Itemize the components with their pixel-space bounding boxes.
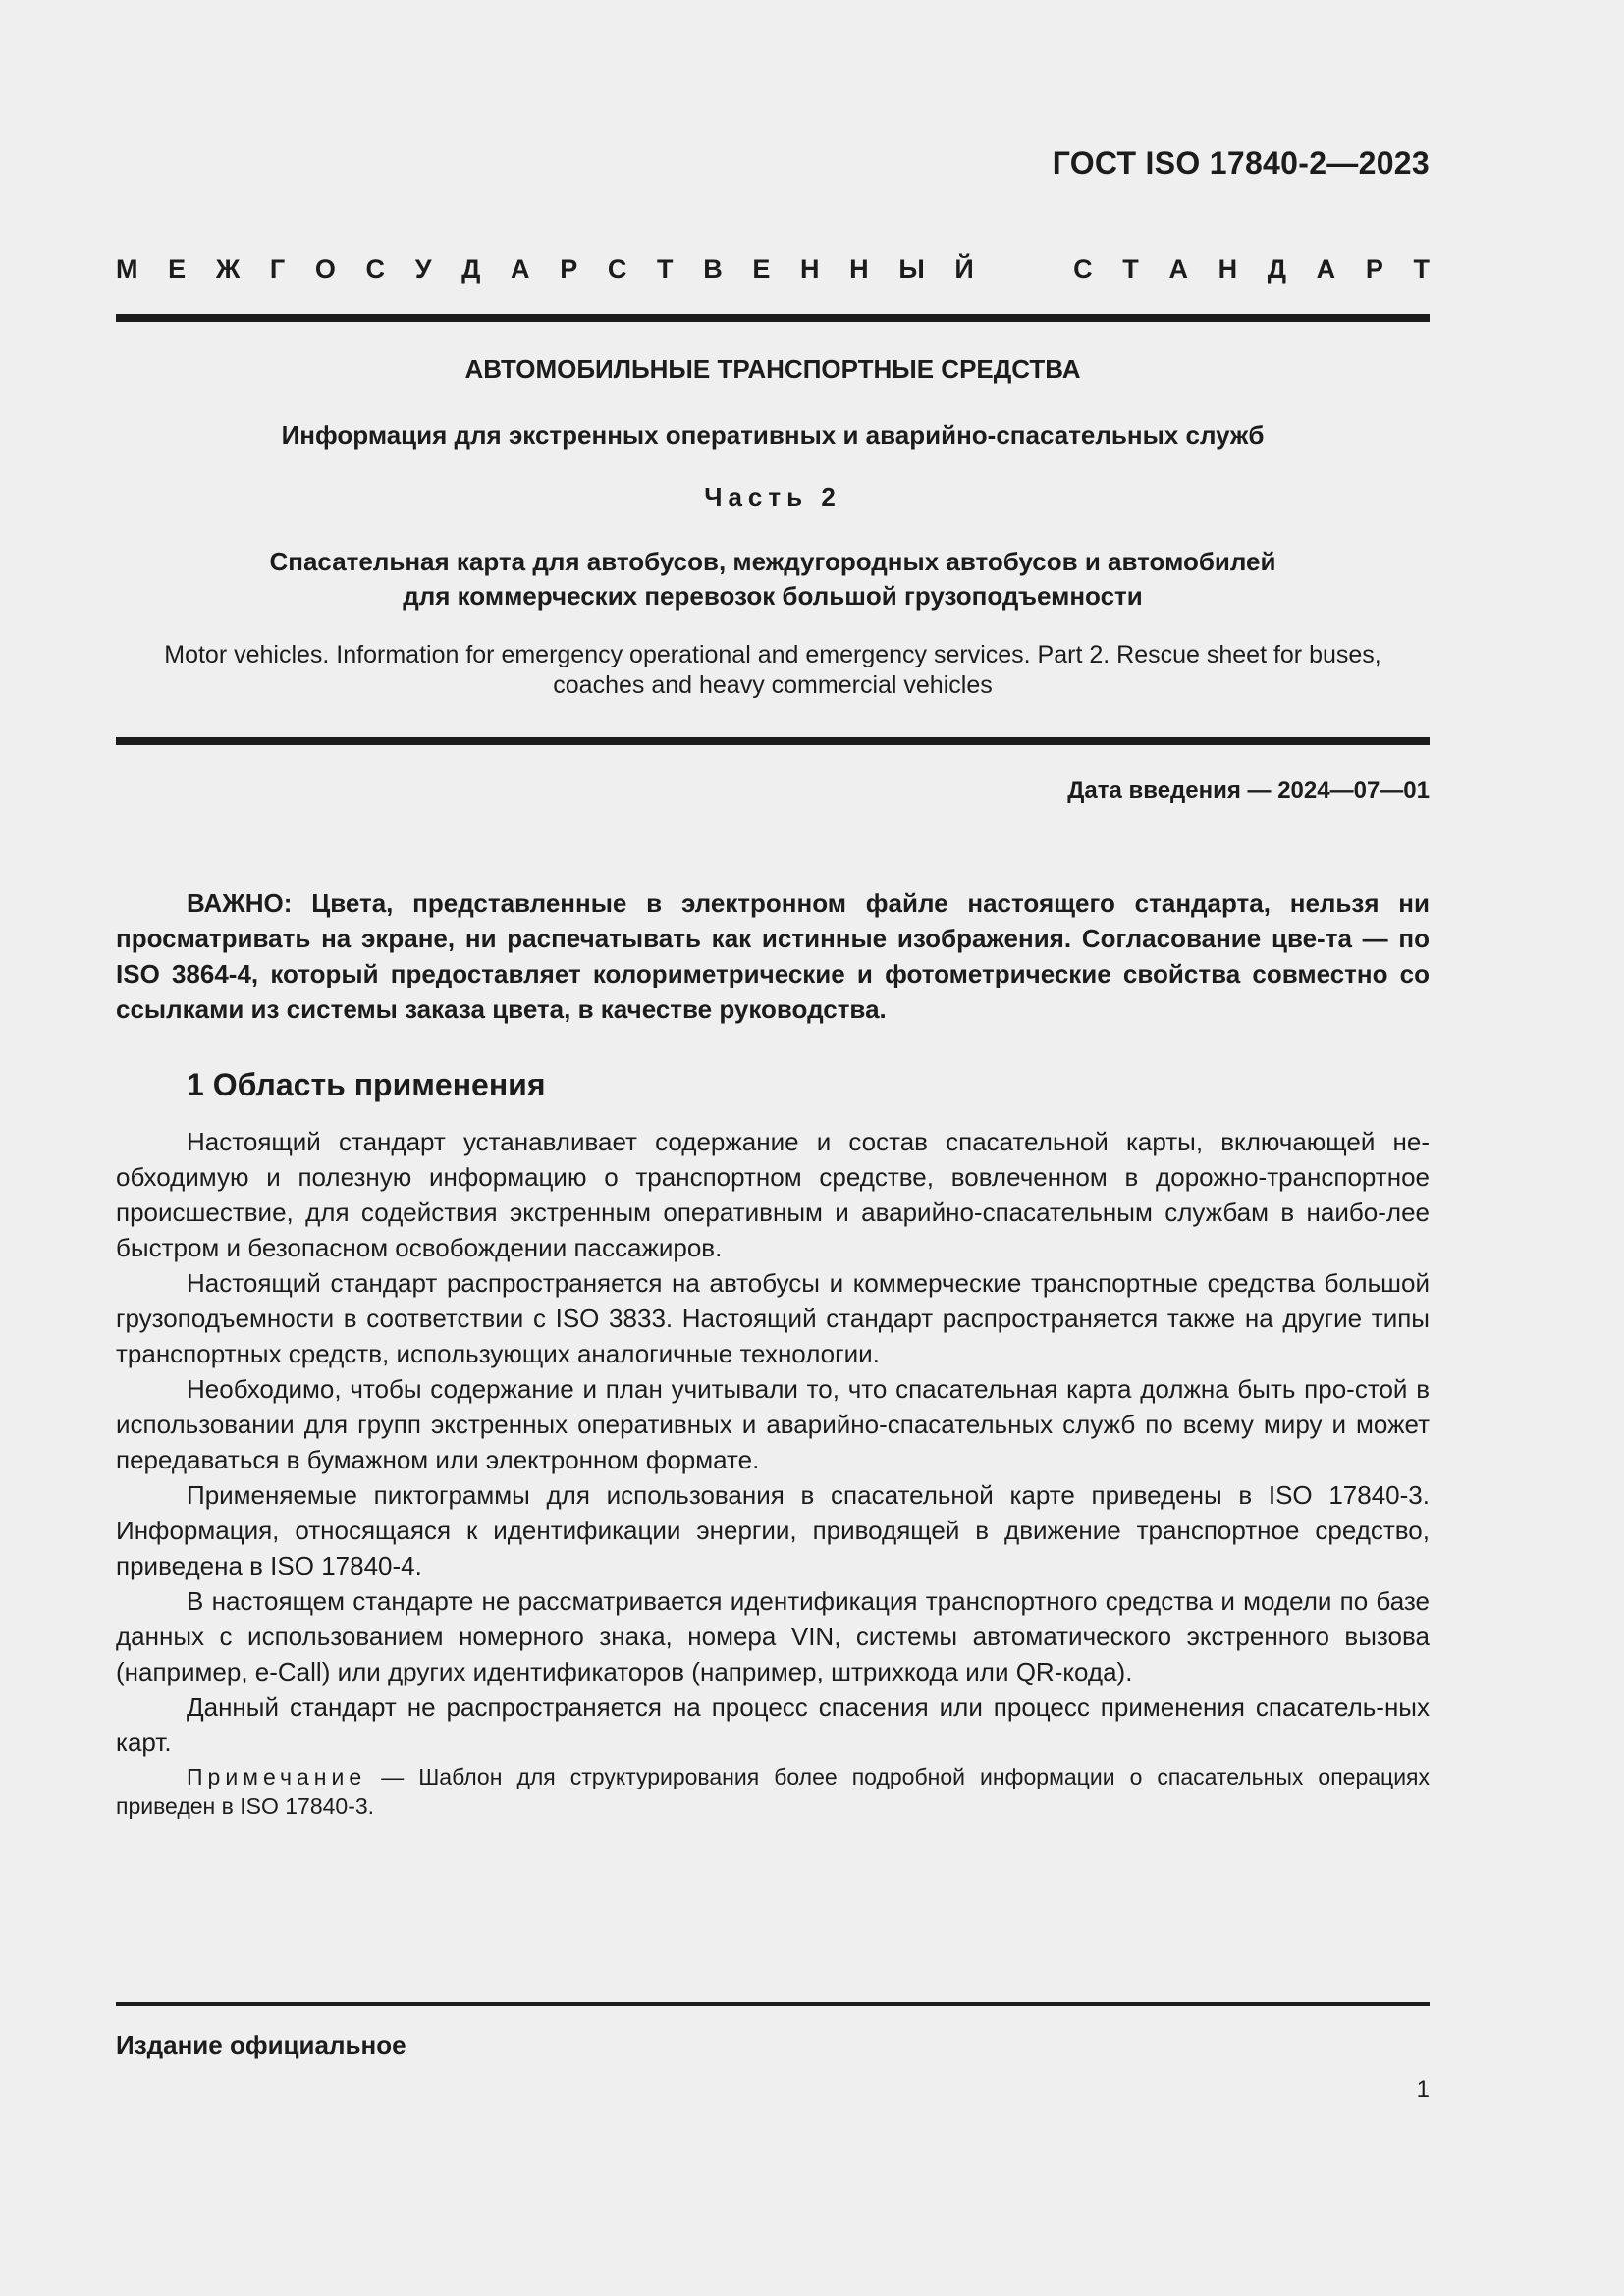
standard-type-letter: Н [800, 254, 820, 284]
paragraph: Данный стандарт не распространяется на процесс спасения или процесс применения спасатель-ных карт. [116, 1692, 1430, 1757]
section-heading: 1 Область применения [187, 1067, 546, 1102]
note-label: Примечание [187, 1764, 367, 1789]
standard-type-letter: Р [1365, 254, 1383, 284]
title-english [155, 640, 1390, 701]
standard-type-letter: У [414, 254, 432, 284]
note [116, 1762, 1430, 1821]
standard-type-letter: В [703, 254, 723, 284]
standard-type-letter: Е [752, 254, 771, 284]
standard-type-letter: С [607, 254, 627, 284]
standard-type-letter: Н [849, 254, 869, 284]
title-main: АВТОМОБИЛЬНЫЕ ТРАНСПОРТНЫЕ СРЕДСТВА [464, 354, 1081, 384]
note-text: — Шаблон для структурирования более подробной информации о спасательных операциях приведен в ISO 17840-3. [116, 1764, 1431, 1819]
footer-divider [116, 2002, 1430, 2006]
official-edition-label: Издание официальное [116, 2030, 406, 2059]
title-divider [116, 737, 1430, 745]
standard-type-letter: О [314, 254, 336, 284]
standard-type-letter: Т [1122, 254, 1139, 284]
paragraph: Настоящий стандарт устанавливает содержание и состав спасательной карты, включающей не-обходимую и полезную информацию о транспортном средстве, вовлеченном в дорожно-транспортное происшествие, для содействия экстренным оперативным и аварийно-спасательным службам в наибо-лее быстром и безопасном освобождении пассажиров. [116, 1127, 1430, 1262]
paragraph: Настоящий стандарт распространяется на автобусы и коммерческие транспортные средства большой грузоподъемности в соответствии с ISO 3833. Настоящий стандарт распространяется также на другие типы транспортных средств, использующих аналогичные технологии. [116, 1268, 1430, 1368]
standard-type-letter: Т [657, 254, 674, 284]
title-description-line: Спасательная карта для автобусов, междугородных автобусов и автомобилей [269, 547, 1276, 576]
standard-type-letter: С [1073, 254, 1093, 284]
standard-type-letter: Д [461, 254, 481, 284]
standard-type-letter: Й [954, 254, 974, 284]
standard-type-letter: Ы [898, 254, 925, 284]
standard-type-heading [116, 254, 1430, 285]
title-subtitle: Информация для экстренных оперативных и аварийно-спасательных служб [281, 420, 1265, 450]
paragraph: В настоящем стандарте не рассматривается идентификация транспортного средства и модели по базе данных с использованием номерного знака, номера VIN, системы автоматического экстренного вызова (например, e-Call) или других идентификаторов (например, штрихкода или QR-кода). [116, 1586, 1430, 1686]
standard-type-letter: А [1316, 254, 1336, 284]
word-gap [1003, 254, 1043, 285]
paragraph: Необходимо, чтобы содержание и план учитывали то, что спасательная карта должна быть про-стой в использовании для групп экстренных оперативных и аварийно-спасательных служб по всему миру и может передаваться в бумажном или электронном формате. [116, 1374, 1430, 1474]
standard-type-letter: А [511, 254, 530, 284]
standard-type-letter: А [1168, 254, 1188, 284]
standard-type-letter: Д [1267, 254, 1287, 284]
title-english-line: coaches and heavy commercial vehicles [553, 671, 993, 699]
title-english-line: Motor vehicles. Information for emergency operational and emergency services. Part 2. Rescue sheet for buses, [164, 641, 1381, 668]
standard-type-letter: Р [560, 254, 578, 284]
section-body [116, 1124, 1430, 1821]
standard-type-letter: Т [1413, 254, 1430, 284]
standard-type-letter: Г [269, 254, 286, 284]
title-description-line: для коммерческих перевозок большой грузоподъемности [403, 581, 1143, 611]
paragraph: Применяемые пиктограммы для использования в спасательной карте приведены в ISO 17840-3. Информация, относящаяся к идентификации энергии, приводящей в движение транспортное средство, приведена в ISO 17840-4. [116, 1480, 1430, 1580]
standard-type-letter: Ж [215, 254, 241, 284]
title-description [116, 545, 1430, 614]
document-number: ГОСТ ISO 17840-2—2023 [1052, 145, 1430, 181]
standard-type-letter: М [116, 254, 138, 284]
standard-type-letter: Н [1218, 254, 1238, 284]
standard-type-letter: Е [168, 254, 187, 284]
header-divider [116, 314, 1430, 322]
page-number: 1 [1416, 2076, 1430, 2103]
standard-type-letter: С [365, 254, 386, 284]
important-notice: ВАЖНО: Цвета, представленные в электронном файле настоящего стандарта, нельзя ни просматривать на экране, ни распечатывать как истинные изображения. Согласование цве-та — по ISO 3864-4, который предоставляет колориметрические и фотометрические свойства совместно со ссылками из системы заказа цвета, в качестве руководства. [116, 888, 1430, 1024]
title-part: Часть 2 [704, 482, 841, 511]
date-of-introduction: Дата введения — 2024—07—01 [1067, 777, 1430, 804]
